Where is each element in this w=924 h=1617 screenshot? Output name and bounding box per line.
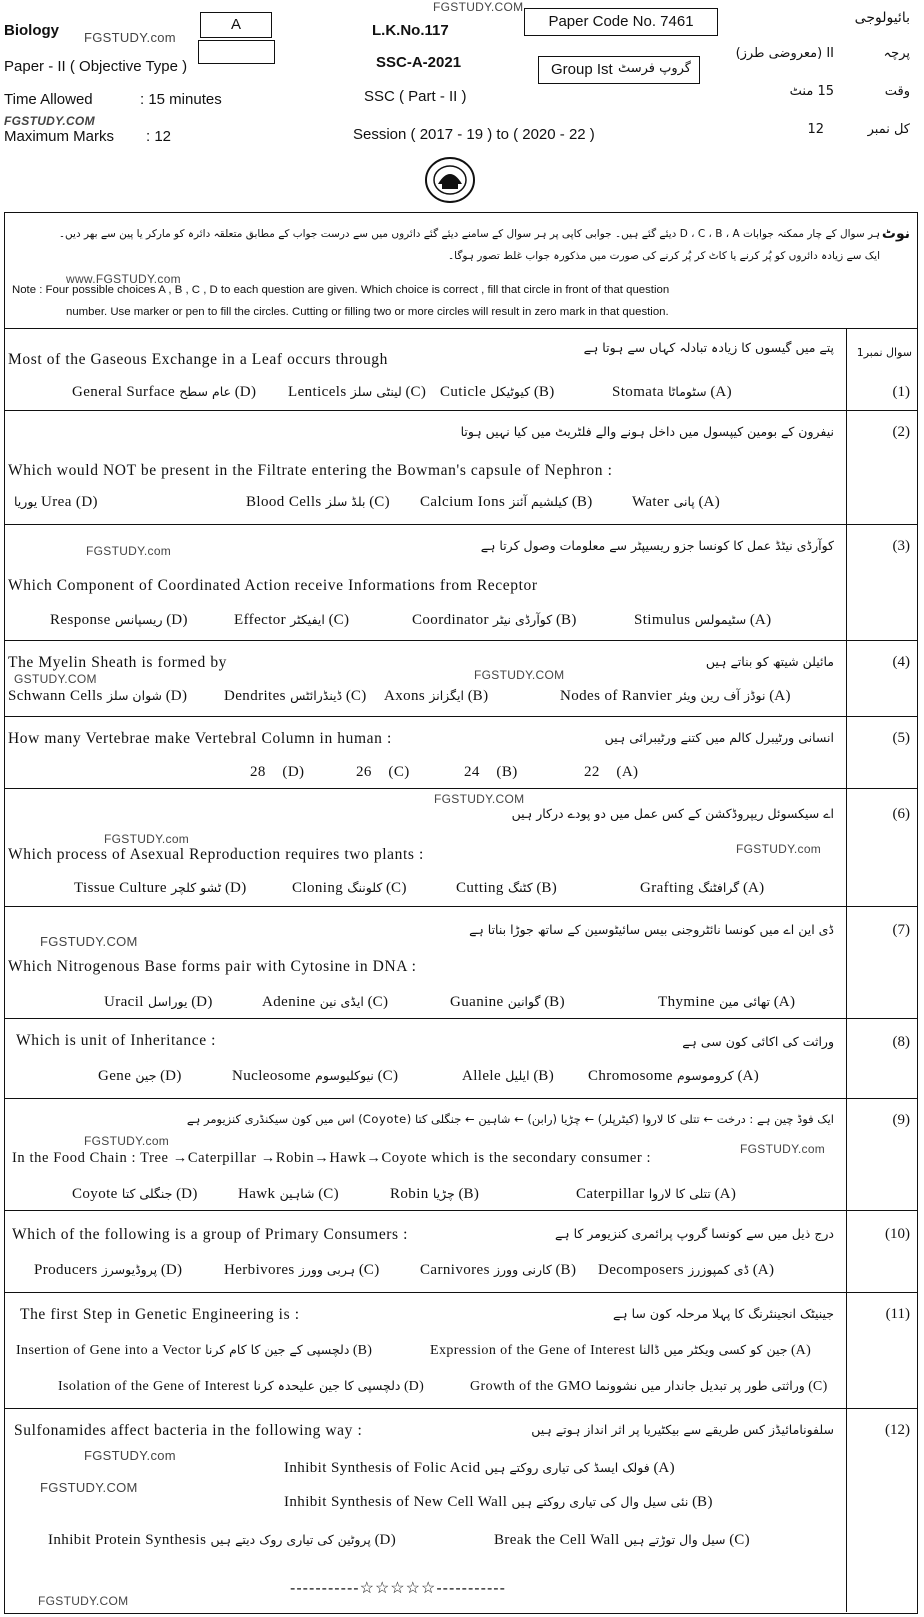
question-text: In the Food Chain : Tree →Caterpillar →Robin→Hawk→Coyote which is the secondary consumer : (12, 1150, 652, 1166)
option-c: Lenticels لینٹی سلز (C) (288, 384, 426, 400)
urdu-time-label: وقت (884, 84, 910, 99)
question-number: (11) (885, 1306, 910, 1322)
option-a: Water پانی (A) (632, 494, 720, 510)
option-c: Break the Cell Wall سیل وال توڑتے ہیں (C) (494, 1532, 750, 1548)
question-urdu: انسانی ورٹیبرل کالم میں کتنے ورٹیبرائی ہیں (604, 730, 834, 745)
option-c: Herbivores ہربی وورز (C) (224, 1262, 380, 1278)
time-label: Time Allowed (4, 91, 93, 108)
option-d: Isolation of the Gene of Interest دلچسپی کا جین علیحدہ کرنا (D) (58, 1378, 424, 1394)
question-urdu: وراثت کی اکائی کون سی ہے (682, 1034, 834, 1049)
option-a: Stimulus سٹیمولس (A) (634, 612, 772, 628)
option-b: Guanine گوانین (B) (450, 994, 565, 1010)
option-c: Cloning کلوننگ (C) (292, 880, 407, 896)
option-d: Gene جین (D) (98, 1068, 182, 1084)
option-d: Inhibit Protein Synthesis پروٹین کی تیاری روک دیتے ہیں (D) (48, 1532, 396, 1548)
question-text: Which would NOT be present in the Filtrate entering the Bowman's capsule of Nephron : (8, 462, 613, 479)
option-c: Hawk شاہین (C) (238, 1186, 339, 1202)
lk-number: L.K.No.117 (372, 22, 449, 39)
question-text: Which is unit of Inheritance : (16, 1032, 217, 1049)
option-b: Cutting کٹنگ (B) (456, 880, 557, 896)
question-urdu: مائیلن شیتھ کو بناتے ہیں (705, 654, 834, 669)
question-urdu: سلفونامائیڈز کس طریقے سے بیکٹیریا پر اثر انداز ہوتے ہیں (531, 1422, 834, 1437)
watermark: GSTUDY.COM (14, 672, 97, 686)
question-urdu: جینیٹک انجینئرنگ کا پہلا مرحلہ کون سا ہے (612, 1306, 834, 1321)
question-text: Which Nitrogenous Base forms pair with Cytosine in DNA : (8, 958, 417, 975)
option-c: 26 (C) (356, 764, 410, 780)
option-c: Adenine ایڈی نین (C) (262, 994, 388, 1010)
question-number: (4) (892, 654, 910, 670)
watermark: FGSTUDY.com (736, 842, 822, 856)
option-c: Growth of the GMO وراثتی طور پر تبدیل جاندار میں نشوونما (C) (470, 1378, 828, 1394)
watermark: FGSTUDY.com (104, 832, 190, 846)
marks-label: Maximum Marks (4, 128, 115, 145)
option-a: Nodes of Ranvier نوڈز آف رین ویئر (A) (560, 688, 791, 704)
watermark: FGSTUDY.com (86, 544, 172, 558)
question-number: (5) (892, 730, 910, 746)
question-urdu: ڈی این اے میں کونسا نائٹروجنی بیس سائیٹوسین کے ساتھ جوڑا بناتا ہے (469, 922, 834, 937)
watermark: FGSTUDY.COM (433, 0, 524, 14)
question-number: (12) (885, 1422, 910, 1438)
paper-label: Paper - II ( Objective Type ) (4, 58, 188, 75)
option-a: Stomata سٹوماٹا (A) (612, 384, 732, 400)
option-a: Thymine تھائی مین (A) (658, 994, 796, 1010)
urdu-subject: بائیولوجی (854, 10, 910, 26)
subject-label: Biology (4, 22, 59, 39)
question-number: (6) (892, 806, 910, 822)
question-text: The Myelin Sheath is formed by (8, 654, 228, 671)
question-row (4, 716, 918, 789)
question-urdu: درج ذیل میں سے کونسا گروپ پرائمری کنزیومر کا ہے (554, 1226, 834, 1241)
question-text: Which process of Asexual Reproduction requires two plants : (8, 846, 424, 863)
watermark: FGSTUDY.COM (4, 114, 95, 128)
question-number: (7) (892, 922, 910, 938)
question-number: (2) (892, 424, 910, 440)
question-urdu: کوآرڈی نیٹڈ عمل کا کونسا جزو ریسیپٹر سے معلومات وصول کرتا ہے (480, 538, 834, 553)
option-b: Robin چڑیا (B) (390, 1186, 479, 1202)
question-text: Most of the Gaseous Exchange in a Leaf occurs through (8, 351, 389, 368)
option-a: 22 (A) (584, 764, 639, 780)
question-text: Sulfonamides affect bacteria in the following way : (14, 1422, 363, 1439)
version-box: A (200, 12, 272, 38)
question-text: How many Vertebrae make Vertebral Column in human : (8, 730, 392, 747)
marks-value: : 12 (146, 128, 172, 145)
note-urdu-line2: ایک سے زیادہ دائروں کو پُر کرنے یا کاٹ کر پُر کرنے کی صورت میں مذکورہ جواب غلط تصور ہوگا۔ (447, 250, 880, 262)
note-english-line1: Note : Four possible choices A , B , C , D to each question are given. Which choice is correct , fill that circle in front of that question (12, 284, 670, 296)
group-box (538, 56, 700, 84)
option-b: 24 (B) (464, 764, 518, 780)
option-d: Coyote جنگلی کتا (D) (72, 1186, 198, 1202)
question-number: (8) (892, 1034, 910, 1050)
part-label: SSC ( Part - II ) (364, 88, 467, 105)
option-b: Inhibit Synthesis of New Cell Wall نئی سیل وال کی تیاری روکتے ہیں (B) (284, 1494, 713, 1510)
option-b: Axons ایگزانز (B) (384, 688, 489, 704)
option-a: Expression of the Gene of Interest جین کو کسی ویکٹر میں ڈالنا (A) (430, 1342, 811, 1358)
option-c: Effector ایفیکٹر (C) (234, 612, 349, 628)
question-column-header: سوال نمبر1 (856, 346, 912, 359)
watermark: FGSTUDY.com (740, 1142, 826, 1156)
question-number: (1) (892, 384, 910, 400)
question-number: (10) (885, 1226, 910, 1242)
watermark: FGSTUDY.COM (40, 934, 138, 949)
paper-code-box: Paper Code No. 7461 (524, 8, 718, 36)
option-d: Uracil یوراسل (D) (104, 994, 213, 1010)
option-a: Caterpillar تتلی کا لاروا (A) (576, 1186, 736, 1202)
time-value: : 15 minutes (140, 91, 222, 108)
watermark: FGSTUDY.COM (434, 792, 525, 806)
question-urdu: نیفرون کے بومین کیپسول میں داخل ہونے والے فلٹریٹ میں کیا نہیں ہوتا (460, 424, 834, 439)
option-b: Carnivores کارنی وورز (B) (420, 1262, 576, 1278)
note-english-line2: number. Use marker or pen to fill the circles. Cutting or filling two or more circles will result in zero mark in that question. (66, 306, 669, 318)
board-seal-icon (420, 154, 480, 206)
exam-label: SSC-A-2021 (376, 54, 462, 71)
option-b: Coordinator کوآرڈی نیٹر (B) (412, 612, 577, 628)
urdu-paper-value: II (معروضی طرز) (735, 46, 834, 61)
note-urdu-label: نوٹ (881, 226, 910, 242)
option-d: 28 (D) (250, 764, 305, 780)
roll-box (198, 40, 275, 64)
question-urdu: اے سیکسوئل ریپروڈکشن کے کس عمل میں دو پودے درکار ہیں (511, 806, 834, 821)
urdu-time-value: 15 منٹ (789, 84, 834, 99)
urdu-marks-label: کل نمبر (867, 122, 910, 137)
watermark: www.FGSTUDY.com (66, 272, 181, 286)
option-d: General Surface عام سطح (D) (72, 384, 256, 400)
urdu-paper-label: پرچہ (883, 46, 910, 61)
watermark: FGSTUDY.COM (38, 1594, 129, 1608)
group-label: Group Ist (551, 61, 613, 78)
option-b: Allele ایلیل (B) (462, 1068, 554, 1084)
watermark: FGSTUDY.COM (40, 1480, 138, 1495)
question-text: Which Component of Coordinated Action receive Informations from Receptor (8, 577, 538, 594)
option-c: Blood Cells بلڈ سلز (C) (246, 494, 390, 510)
question-text: Which of the following is a group of Primary Consumers : (12, 1226, 409, 1243)
option-d: Tissue Culture ٹشو کلچر (D) (74, 880, 247, 896)
option-d: Schwann Cells شوان سلز (D) (8, 688, 187, 704)
option-b: Cuticle کیوٹیکل (B) (440, 384, 555, 400)
watermark: FGSTUDY.com (84, 30, 176, 45)
watermark: FGSTUDY.COM (474, 668, 565, 682)
question-row (4, 1018, 918, 1099)
question-urdu: پتے میں گیسوں کا زیادہ تبادلہ کہاں سے ہوتا ہے (583, 340, 834, 355)
option-a: Decomposers ڈی کمپوزرز (A) (598, 1262, 775, 1278)
urdu-marks-value: 12 (807, 122, 824, 137)
option-c: Nucleosome نیوکلیوسوم (C) (232, 1068, 398, 1084)
option-a: Grafting گرافٹنگ (A) (640, 880, 765, 896)
note-urdu-line1: ہر سوال کے چار ممکنہ جوابات D ، C ، B ، A دیئے گئے ہیں۔ جوابی کاپی پر ہر سوال کے سامنے دیئے گئے دائروں میں سے درست جواب کے مطابق متعلقہ دائرہ کو مارکر یا پین سے بھر دیں۔ (58, 228, 880, 240)
option-a: Chromosome کروموسوم (A) (588, 1068, 759, 1084)
question-number: (3) (892, 538, 910, 554)
group-urdu: گروپ فرسٹ (617, 61, 691, 76)
question-number: (9) (892, 1112, 910, 1128)
option-d: Producers پروڈیوسرز (D) (34, 1262, 183, 1278)
watermark: FGSTUDY.com (84, 1448, 176, 1463)
option-c: Dendrites ڈینڈرائٹس (C) (224, 688, 367, 704)
question-text: The first Step in Genetic Engineering is : (20, 1306, 300, 1323)
question-row (4, 1210, 918, 1293)
option-b: Calcium Ions کیلشیم آئنز (B) (420, 494, 593, 510)
option-a: Inhibit Synthesis of Folic Acid فولک ایسڈ کی تیاری روکتے ہیں (A) (284, 1460, 675, 1476)
session-label: Session ( 2017 - 19 ) to ( 2020 - 22 ) (353, 126, 595, 143)
option-b: Insertion of Gene into a Vector دلچسپی کے جین کا کام کرنا (B) (16, 1342, 372, 1358)
option-d: یوریا Urea (D) (14, 494, 98, 510)
watermark: FGSTUDY.com (84, 1134, 170, 1148)
footer-stars: -----------☆☆☆☆☆----------- (290, 1580, 506, 1597)
question-row (4, 640, 918, 717)
question-urdu: ایک فوڈ چین ہے : درخت ← تتلی کا لاروا (کیٹرپلر) ← چڑیا (رابن) ← شاہین ← جنگلی کتا (Coyote) اس میں کون سیکنڈری کنزیومر ہے (186, 1112, 834, 1126)
option-d: Response ریسپانس (D) (50, 612, 188, 628)
